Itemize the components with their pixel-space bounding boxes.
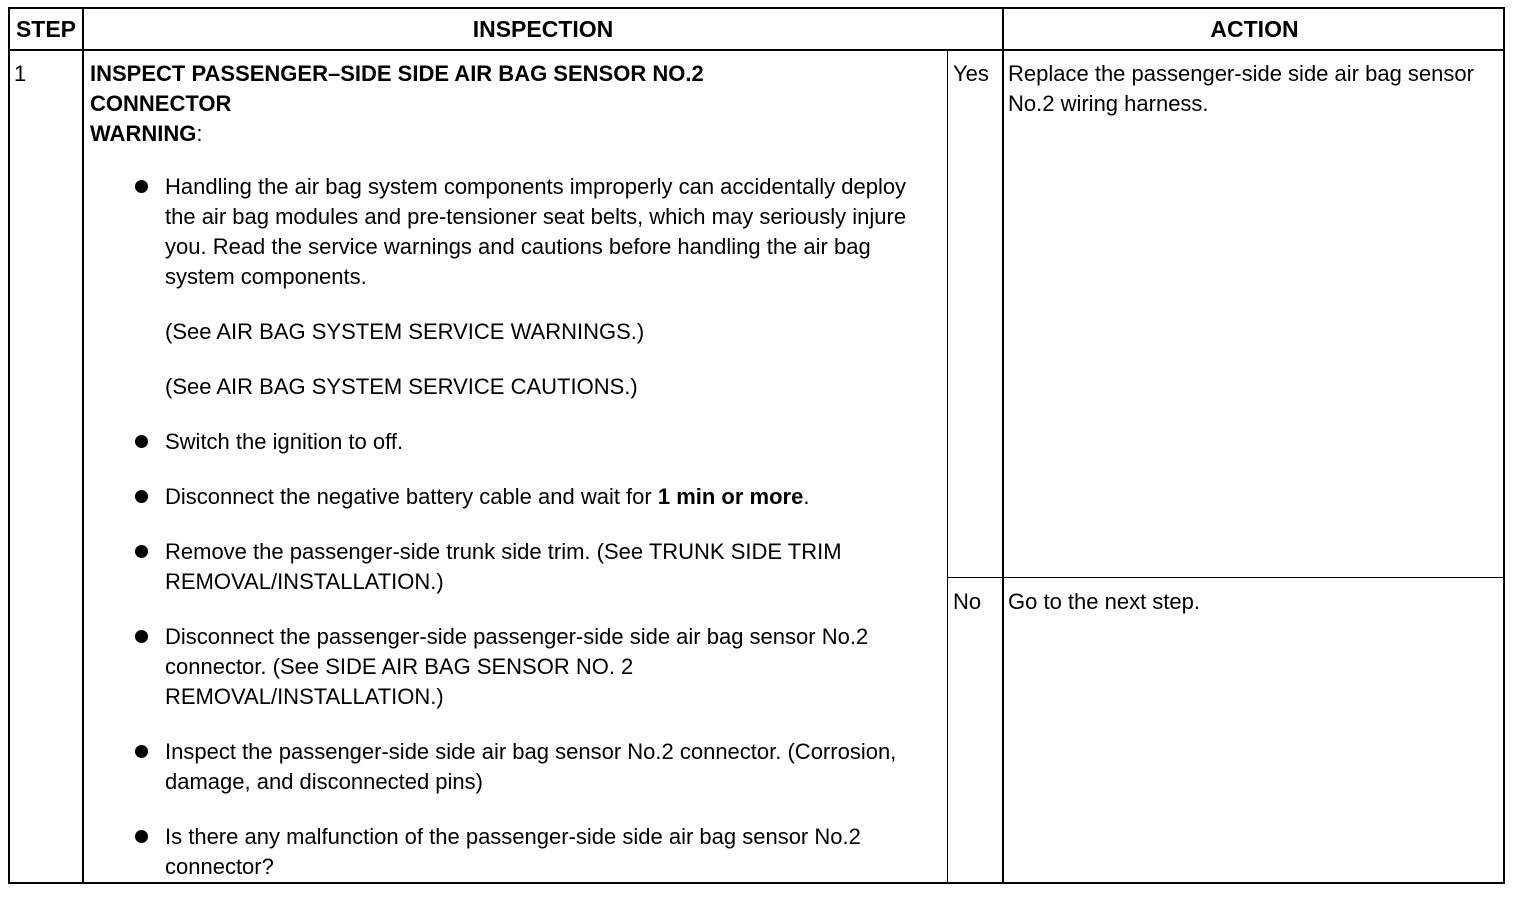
- inspection-table: [8, 7, 1505, 884]
- bullet-icon: [135, 490, 148, 503]
- title-line-2: CONNECTOR: [90, 91, 232, 116]
- see-cautions-reference: (See AIR BAG SYSTEM SERVICE CAUTIONS.): [165, 374, 638, 399]
- no-label: No: [953, 589, 982, 614]
- procedure-list: [132, 172, 912, 907]
- list-item: [132, 172, 912, 402]
- bullet-text: Remove the passenger-side trunk side trim. (See TRUNK SIDE TRIM REMOVAL/INSTALLATION.): [165, 539, 842, 594]
- yes-action: Replace the passenger-side side air bag sensor No.2 wiring harness.: [1008, 61, 1474, 116]
- no-action: Go to the next step.: [1008, 589, 1201, 614]
- divider-step: [82, 9, 84, 882]
- list-item: [132, 622, 912, 712]
- title-line-1: INSPECT PASSENGER–SIDE SIDE AIR BAG SENSOR NO.2: [90, 61, 704, 86]
- see-warnings-reference: (See AIR BAG SYSTEM SERVICE WARNINGS.): [165, 319, 645, 344]
- bullet-icon: [135, 830, 148, 843]
- header-inspection: INSPECTION: [472, 16, 614, 42]
- header-step: STEP: [15, 16, 77, 42]
- list-item: [132, 737, 912, 797]
- bullet-text: Is there any malfunction of the passenger-side side air bag sensor No.2 connector?: [165, 824, 861, 879]
- list-item: [132, 482, 912, 512]
- warning-colon: :: [196, 121, 203, 146]
- bullet-text-end: .: [803, 484, 810, 509]
- divider-yesno: [947, 49, 948, 882]
- step-number: 1: [14, 61, 27, 86]
- list-item: [132, 427, 912, 457]
- bullet-text: Switch the ignition to off.: [165, 429, 404, 454]
- list-item: [132, 822, 912, 882]
- warning-label: [90, 119, 940, 149]
- list-item: [132, 537, 912, 597]
- inspection-title: [90, 59, 940, 149]
- warning-word: WARNING: [90, 121, 197, 146]
- bullet-text: Disconnect the passenger-side passenger-side side air bag sensor No.2 connector. (See SIDE AIR BAG SENSOR NO. 2 REMOVAL/INSTALLATION.): [165, 624, 869, 709]
- yes-label: Yes: [953, 61, 989, 86]
- bullet-bold-duration: 1 min or more: [657, 484, 804, 509]
- header-divider: [10, 49, 1503, 51]
- bullet-icon: [135, 435, 148, 448]
- bullet-text: Handling the air bag system components improperly can accidentally deploy the air bag modules and pre-tensioner seat belts, which may seriously injure you. Read the service warnings and cautions before handling the air bag system components.: [165, 174, 907, 289]
- bullet-icon: [135, 745, 148, 758]
- header-action: ACTION: [1210, 16, 1299, 42]
- bullet-icon: [135, 180, 148, 193]
- bullet-text: Inspect the passenger-side side air bag sensor No.2 connector. (Corrosion, damage, and disconnected pins): [165, 739, 897, 794]
- divider-action: [1002, 9, 1004, 882]
- yes-no-divider: [947, 577, 1503, 578]
- bullet-text: Disconnect the negative battery cable and wait for: [165, 484, 658, 509]
- bullet-icon: [135, 630, 148, 643]
- bullet-icon: [135, 545, 148, 558]
